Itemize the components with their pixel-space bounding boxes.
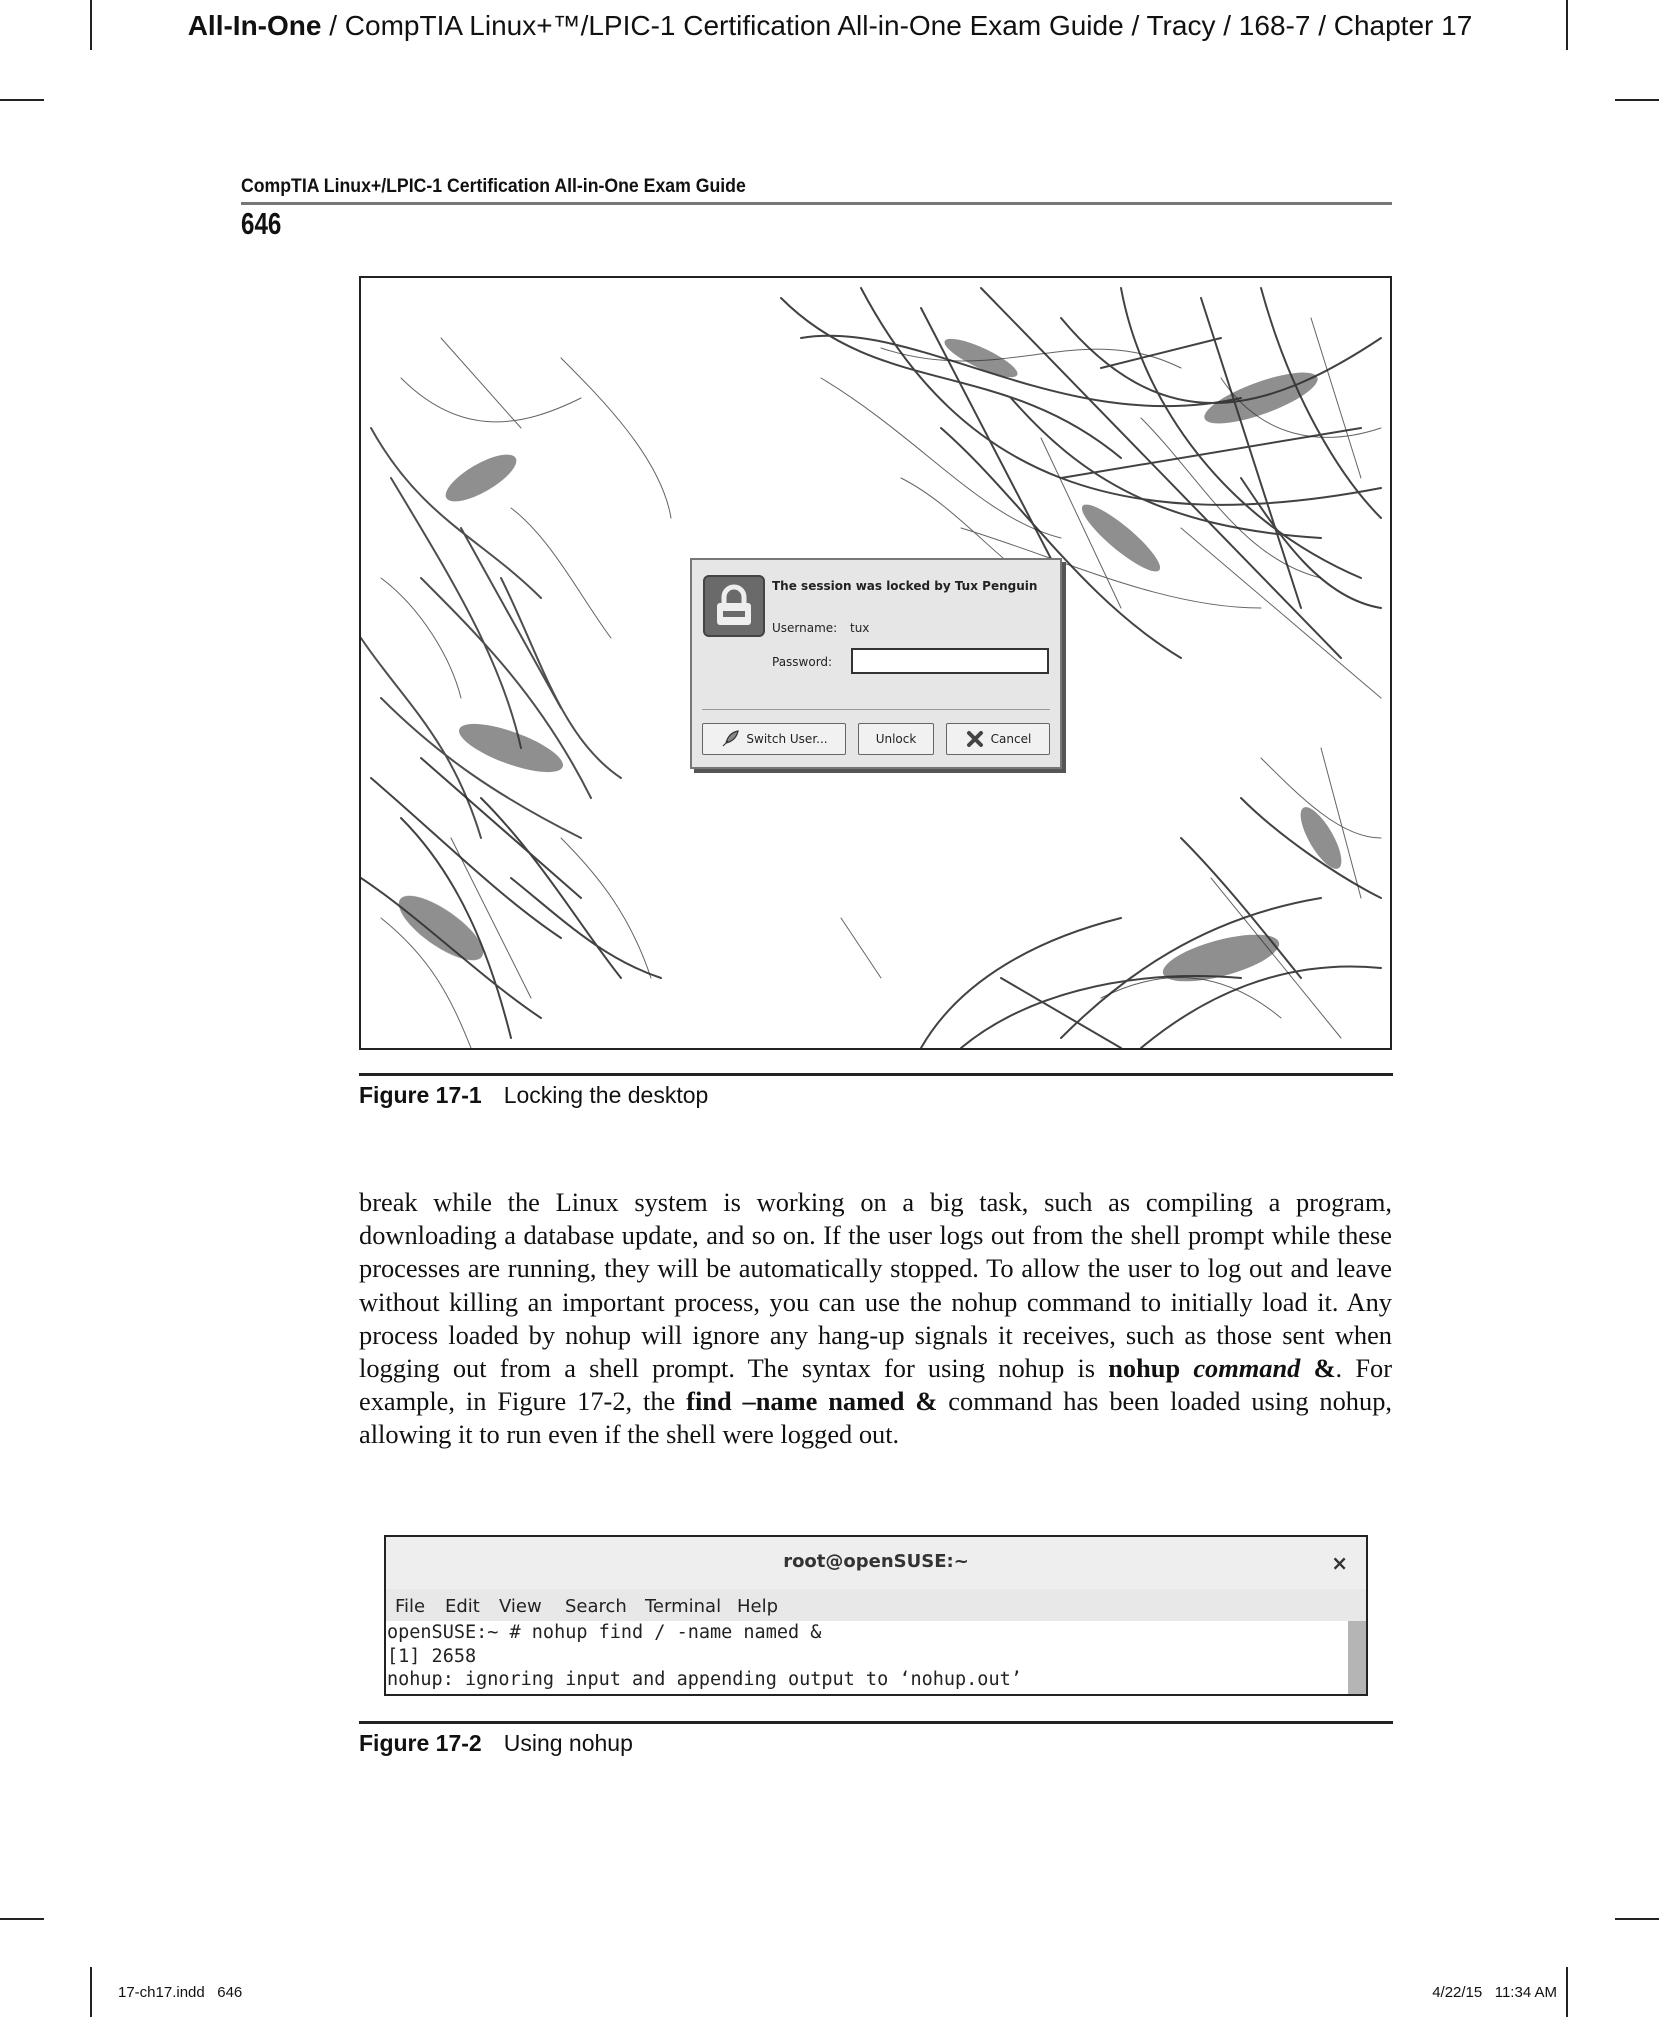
menu-file[interactable]: File — [395, 1596, 426, 1617]
terminal-scrollbar[interactable] — [1348, 1621, 1366, 1694]
lock-icon — [703, 575, 765, 637]
figure1-rule — [359, 1073, 1393, 1076]
terminal-line: openSUSE:~ # nohup find / -name named & — [387, 1622, 822, 1643]
switch-user-button[interactable] — [702, 723, 846, 755]
figure1-caption-text: Locking the desktop — [503, 1082, 709, 1108]
running-head-text: / CompTIA Linux+™/LPIC-1 Certification All-in-One Exam Guide / Tracy / 168-7 / Chapter 17 — [321, 10, 1473, 41]
cancel-button[interactable] — [946, 723, 1050, 755]
terminal-window — [384, 1535, 1368, 1696]
body-bold-run: find –name named & — [686, 1386, 938, 1417]
running-head — [90, 10, 1570, 42]
unlock-button[interactable] — [858, 723, 934, 755]
figure2-caption-text: Using nohup — [503, 1730, 633, 1756]
header-rule — [241, 202, 1392, 205]
terminal-line: [1] 2658 — [387, 1645, 477, 1667]
terminal-title: root@openSUSE:~ — [783, 1551, 969, 1572]
figure-locked-desktop — [359, 276, 1392, 1050]
figure1-caption — [359, 1082, 708, 1109]
crop-mark — [1615, 99, 1659, 101]
switch-user-label: Switch User... — [746, 732, 828, 746]
page-number: 646 — [241, 206, 282, 241]
figure2-caption — [359, 1730, 633, 1757]
book-title: CompTIA Linux+/LPIC-1 Certification All-in-One Exam Guide — [241, 176, 746, 197]
crop-mark — [0, 1918, 44, 1920]
username-label: Username: — [772, 621, 838, 635]
figure2-rule — [359, 1721, 1393, 1724]
menu-help[interactable]: Help — [737, 1596, 779, 1617]
body-bold-italic-run: command — [1193, 1353, 1301, 1384]
menu-edit[interactable]: Edit — [445, 1596, 480, 1617]
cancel-icon — [965, 729, 985, 749]
body-paragraph — [359, 1186, 1392, 1452]
crop-mark — [90, 1967, 92, 2017]
terminal-output[interactable] — [386, 1621, 1347, 1694]
terminal-line: nohup: ignoring input and appending output to ‘nohup.out’ — [387, 1669, 1022, 1690]
menu-terminal[interactable]: Terminal — [645, 1596, 722, 1617]
dialog-separator — [702, 709, 1050, 710]
crop-mark — [1615, 1918, 1659, 1920]
password-input[interactable] — [851, 648, 1049, 674]
slug-date-time: 4/22/15 11:34 AM — [1432, 1984, 1557, 2001]
username-value: tux — [850, 621, 870, 635]
menu-view[interactable]: View — [499, 1596, 542, 1617]
menu-search[interactable]: Search — [565, 1596, 627, 1617]
body-text-run: . For example, in Figure 17-2, the — [359, 1353, 1392, 1417]
slug-file-info: 17-ch17.indd 646 — [118, 1984, 243, 2001]
running-head-series: All-In-One — [187, 10, 322, 41]
crop-mark — [1566, 1967, 1568, 2017]
lock-dialog-title: The session was locked by Tux Penguin — [772, 579, 1038, 593]
figure2-caption-number: Figure 17-2 — [359, 1730, 482, 1756]
password-label: Password: — [772, 655, 833, 669]
body-bold-run: nohup — [1108, 1353, 1181, 1384]
figure1-caption-number: Figure 17-1 — [359, 1082, 482, 1108]
body-bold-run: & — [1313, 1353, 1336, 1384]
unlock-label: Unlock — [875, 732, 917, 746]
close-icon[interactable]: × — [1331, 1551, 1348, 1575]
body-text-run: command has been loaded using nohup, allowing it to run even if the shell were logged out. — [359, 1386, 1392, 1450]
body-text-run: break while the Linux system is working on a big task, such as compiling a program, downloading a database update, and so on. If the user logs out from the shell prompt while these processes are running, they will be automatically stopped. To allow the user to log out and leave without killing an important process, you can use the nohup command to initially load it. Any process loaded by nohup will ignore any hang-up signals it receives, such as those sent when logging out from a shell prompt. The syntax for using nohup is — [359, 1187, 1392, 1384]
rocket-icon — [720, 729, 740, 749]
cancel-label: Cancel — [990, 732, 1032, 746]
crop-mark — [0, 99, 44, 101]
lock-dialog — [690, 558, 1062, 769]
